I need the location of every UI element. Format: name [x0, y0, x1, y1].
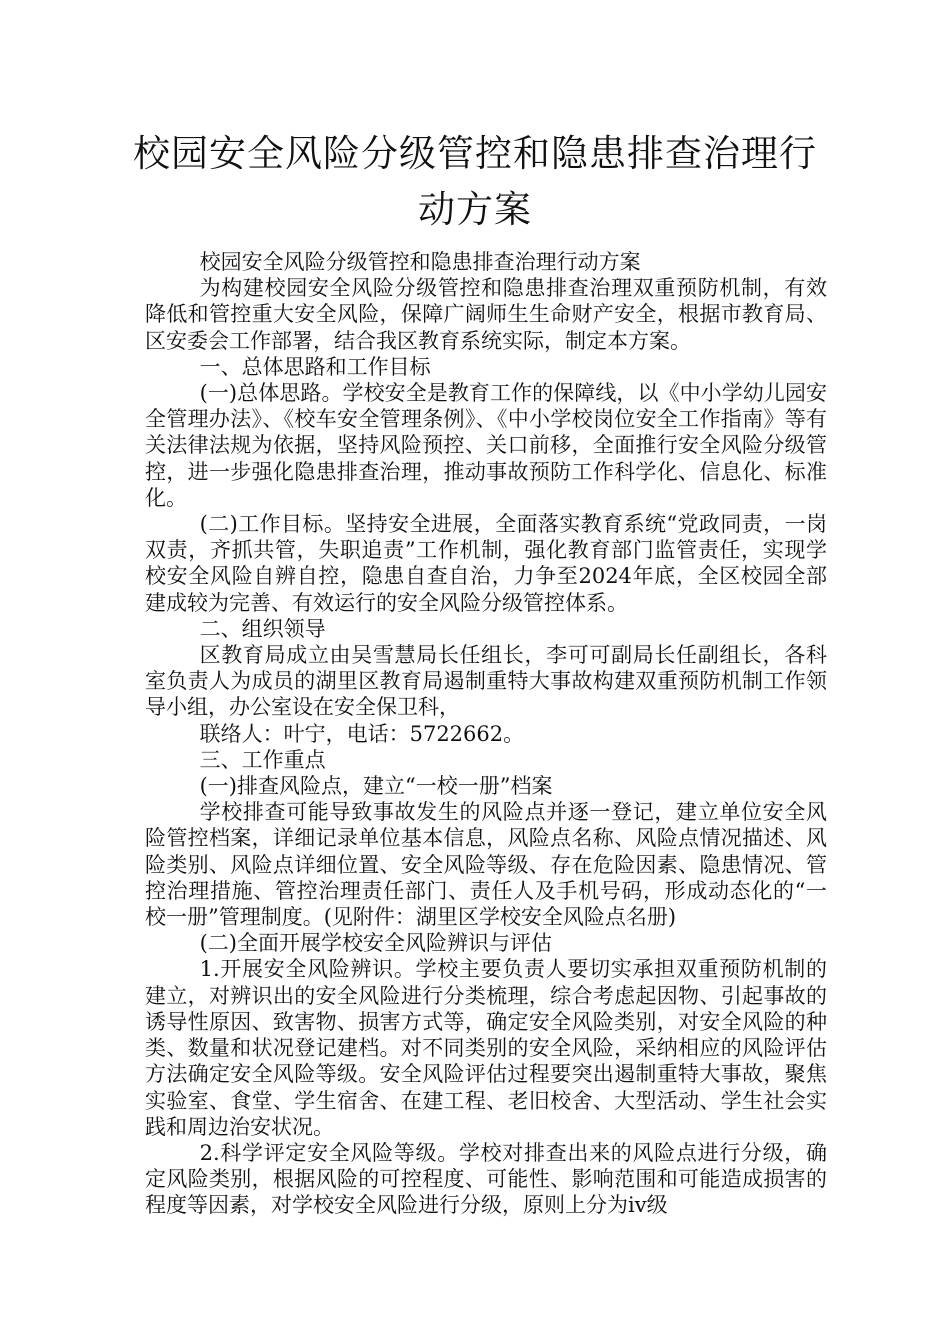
document-title-line-2: 动方案 [418, 188, 532, 231]
paragraph-overall-approach: (一)总体思路。学校安全是教育工作的保障线，以《中小学幼儿园安全管理办法》、《校车安全管理条例》、《中小学校岗位安全工作指南》等有关法律法规为依据，坚持风险预控、关口前移，全面推行安全风险分级管控，进一步强化隐患排查治理，推动事故预防工作科学化、信息化、标准化。 [145, 381, 827, 510]
document-body [145, 249, 827, 1219]
subsection-heading-1: (一)排查风险点，建立“一校一册”档案 [199, 774, 553, 799]
subsection-heading-2: (二)全面开展学校安全风险辨识与评估 [199, 931, 552, 956]
document-title-line-1: 校园安全风险分级管控和隐患排查治理行 [133, 132, 817, 175]
paragraph-work-goals: (二)工作目标。坚持安全进展，全面落实教育系统“党政同责，一岗双责，齐抓共管，失职追责”工作机制，强化教育部门监管责任，实现学校安全风险自辨自控，隐患自查自治，力争至2024年底，全区校园全部建成较为完善、有效运行的安全风险分级管控体系。 [145, 512, 827, 615]
document-title [120, 126, 830, 238]
section-heading-1: 一、总体思路和工作目标 [199, 354, 431, 379]
paragraph-risk-grading: 2.科学评定安全风险等级。学校对排查出来的风险点进行分级，确定风险类别，根据风险的可控程度、可能性、影响范围和可能造成损害的程度等因素，对学校安全风险进行分级，原则上分为ⅳ级 [145, 1140, 827, 1218]
paragraph-risk-identification: 1.开展安全风险辨识。学校主要负责人要切实承担双重预防机制的建立，对辨识出的安全风险进行分类梳理，综合考虑起因物、引起事故的诱导性原因、致害物、损害方式等，确定安全风险类别，对安全风险的种类、数量和状况登记建档。对不同类别的安全风险，采纳相应的风险评估方法确定安全风险等级。安全风险评估过程要突出遏制重特大事故，聚焦实验室、食堂、学生宿舍、在建工程、老旧校舍、大型活动、学生社会实践和周边治安状况。 [145, 957, 827, 1139]
paragraph-risk-archive: 学校排查可能导致事故发生的风险点并逐一登记，建立单位安全风险管控档案，详细记录单位基本信息，风险点名称、风险点情况描述、风险类别、风险点详细位置、安全风险等级、存在危险因素、隐患情况、管控治理措施、管控治理责任部门、责任人及手机号码，形成动态化的“一校一册”管理制度。(见附件：湖里区学校安全风险点名册) [145, 800, 827, 930]
section-heading-3: 三、工作重点 [199, 747, 326, 772]
paragraph-intro: 为构建校园安全风险分级管控和隐患排查治理双重预防机制，有效降低和管控重大安全风险，保障广阔师生生命财产安全，根据市教育局、区安委会工作部署，结合我区教育系统实际，制定本方案。 [145, 276, 827, 353]
paragraph-leadership: 区教育局成立由吴雪慧局长任组长，李可可副局长任副组长，各科室负责人为成员的湖里区教育局遏制重特大事故构建双重预防机制工作领导小组，办公室设在安全保卫科， [145, 643, 827, 720]
paragraph-contact: 联络人：叶宁，电话：5722662。 [199, 721, 525, 746]
paragraph-subtitle: 校园安全风险分级管控和隐患排查治理行动方案 [199, 250, 641, 274]
section-heading-2: 二、组织领导 [199, 616, 326, 641]
